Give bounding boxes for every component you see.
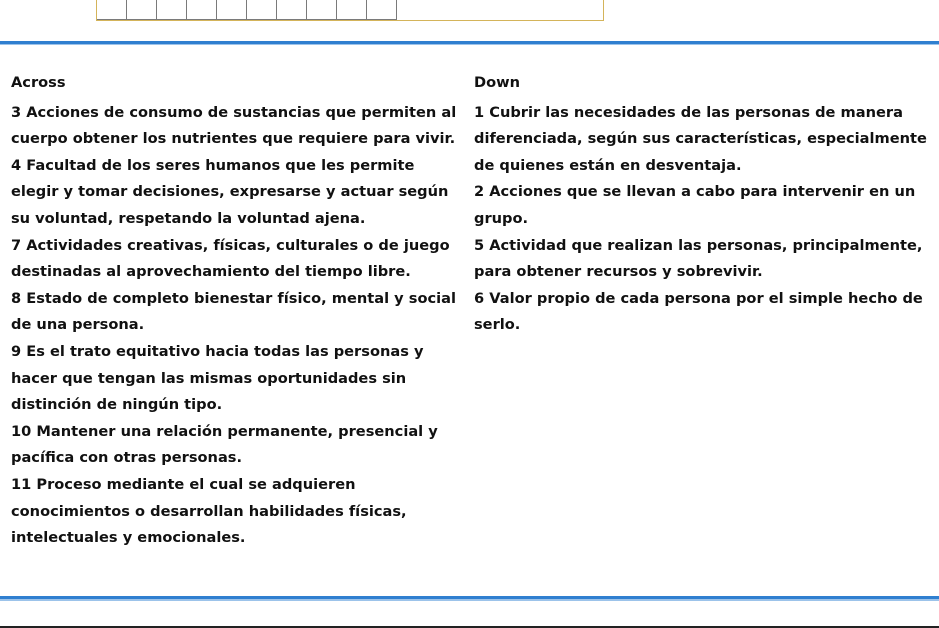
across-clue-11: 11 Proceso mediante el cual se adquieren conocimientos o desarrollan habilidades físicas, intelectuales y emocionales. — [11, 475, 407, 547]
grid-cell[interactable] — [247, 0, 277, 20]
grid-cell[interactable] — [367, 0, 397, 20]
across-clue-9: 9 Es el trato equitativo hacia todas las personas y hacer que tengan las mismas oportunidades sin distinción de ningún tipo. — [11, 342, 424, 414]
grid-cell[interactable] — [217, 0, 247, 20]
grid-cell[interactable] — [97, 0, 127, 20]
grid-cell[interactable] — [337, 0, 367, 20]
grid-cell[interactable] — [277, 0, 307, 20]
across-clue-7: 7 Actividades creativas, físicas, culturales o de juego destinadas al aprovechamiento del tiempo libre. — [11, 236, 450, 281]
crossword-grid-fragment — [96, 0, 604, 21]
down-clue-6: 6 Valor propio de cada persona por el simple hecho de serlo. — [474, 289, 923, 334]
bottom-divider-shadow — [0, 599, 939, 601]
down-clues-column — [474, 70, 936, 339]
top-divider-shadow — [0, 44, 939, 45]
down-clue-1: 1 Cubrir las necesidades de las personas de manera diferenciada, según sus características, especialmente de quienes están en desventaja. — [474, 103, 927, 174]
across-clue-10: 10 Mantener una relación permanente, presencial y pacífica con otras personas. — [11, 422, 438, 467]
down-clue-5: 5 Actividad que realizan las personas, principalmente, para obtener recursos y sobrevivir. — [474, 236, 923, 281]
across-clue-4: 4 Facultad de los seres humanos que les permite elegir y tomar decisiones, expresarse y actuar según su voluntad, respetando la voluntad ajena. — [11, 156, 449, 227]
across-clue-3: 3 Acciones de consumo de sustancias que permiten al cuerpo obtener los nutrientes que requiere para vivir. — [11, 103, 457, 148]
across-heading: Across — [11, 74, 66, 91]
grid-cell[interactable] — [307, 0, 337, 20]
across-clue-8: 8 Estado de completo bienestar físico, mental y social de una persona. — [11, 289, 456, 334]
grid-cell[interactable] — [127, 0, 157, 20]
down-clue-2: 2 Acciones que se llevan a cabo para intervenir en un grupo. — [474, 183, 916, 227]
down-heading: Down — [474, 74, 521, 91]
grid-cell[interactable] — [157, 0, 187, 20]
grid-cell[interactable] — [187, 0, 217, 20]
across-clues-column — [11, 70, 461, 552]
